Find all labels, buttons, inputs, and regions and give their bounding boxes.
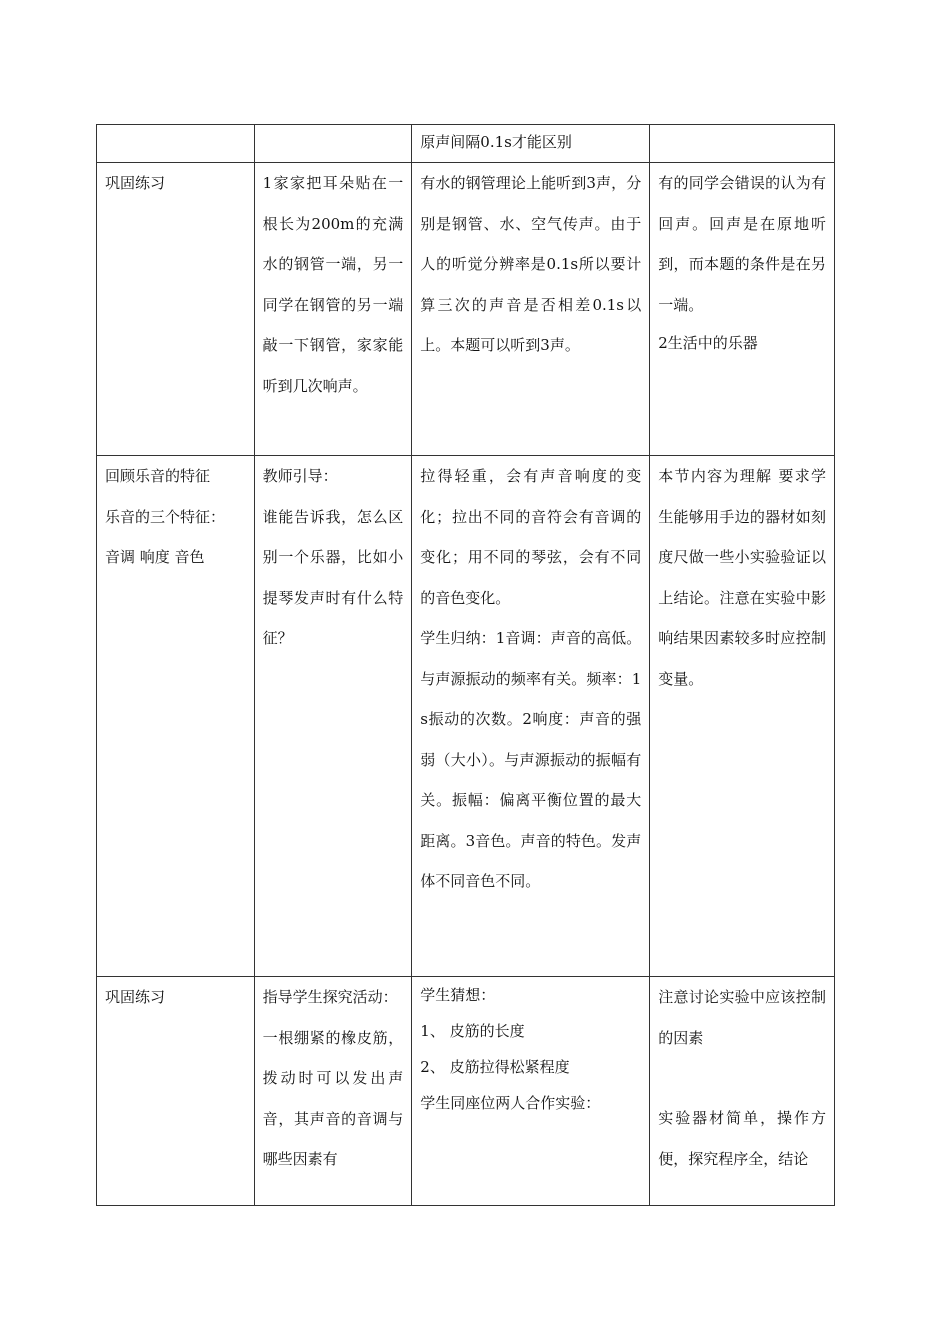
cell-text: 1、 皮筋的长度 <box>420 1022 525 1040</box>
cell-text: 有的同学会错误的认为有回声。回声是在原地听到，而本题的条件是在另一端。 <box>658 174 826 314</box>
section-label: 巩固练习 <box>105 988 166 1006</box>
cell-text: 学生同座位两人合作实验： <box>420 1094 601 1112</box>
cell-text: 乐音的三个特征： <box>105 507 226 526</box>
table-cell <box>412 456 650 977</box>
cell-text: 2生活中的乐器 <box>658 334 758 352</box>
cell-text: 学生归纳：1音调：声音的高低。与声源振动的频率有关。频率：1s振动的次数。2响度：声音的强弱（大小）。与声源振动的振幅有关。振幅：偏离平衡位置的最大距离。3音色。声音的特色。发声体不同音色不同。 <box>420 629 642 890</box>
table-cell <box>254 125 412 163</box>
table-cell <box>650 125 835 163</box>
cell-text: 2、 皮筋拉得松紧程度 <box>420 1058 570 1076</box>
cell-text: 本节内容为理解 要求学生能够用手边的器材如刻度尺做一些小实验验证以上结论。注意在实验中影响结果因素较多时应控制变量。 <box>658 467 826 688</box>
cell-text: 谁能告诉我，怎么区别一个乐器，比如小提琴发声时有什么特征？ <box>262 507 404 647</box>
cell-text: 注意讨论实验中应该控制的因素 <box>658 988 826 1047</box>
table-cell <box>97 163 255 456</box>
table-cell <box>254 456 412 977</box>
table-row <box>97 125 835 163</box>
cell-text: 原声间隔0.1s才能区别 <box>420 133 572 151</box>
table-cell <box>254 163 412 456</box>
table-row <box>97 977 835 1206</box>
table-row <box>97 163 835 456</box>
section-label: 巩固练习 <box>105 174 166 192</box>
table-cell <box>254 977 412 1206</box>
cell-text: 拉得轻重，会有声音响度的变化；拉出不同的音符会有音调的变化；用不同的琴弦，会有不同的音色变化。 <box>420 467 642 607</box>
cell-text: 有水的钢管理论上能听到3声，分别是钢管、水、空气传声。由于人的听觉分辨率是0.1s所以要计算三次的声音是否相差0.1s以上。本题可以听到3声。 <box>420 174 642 354</box>
lesson-plan-table <box>96 124 835 1206</box>
section-label: 回顾乐音的特征 <box>105 467 211 485</box>
table-cell <box>650 163 835 456</box>
cell-text: 实验器材简单，操作方便，探究程序全，结论 <box>658 1109 826 1168</box>
table-cell <box>97 456 255 977</box>
cell-text: 1家家把耳朵贴在一根长为200m的充满水的钢管一端，另一同学在钢管的另一端敲一下钢管，家家能听到几次响声。 <box>262 174 404 395</box>
table-cell <box>412 163 650 456</box>
cell-text: 学生猜想： <box>420 986 496 1004</box>
cell-text: 一根绷紧的橡皮筋，拨动时可以发出声音，其声音的音调与哪些因素有 <box>262 1028 404 1168</box>
table-cell <box>650 977 835 1206</box>
table-cell <box>97 977 255 1206</box>
table-cell <box>650 456 835 977</box>
cell-text: 音调 响度 音色 <box>105 548 205 566</box>
table-row <box>97 456 835 977</box>
table-cell <box>412 125 650 163</box>
spacer <box>658 1058 826 1098</box>
table-cell <box>97 125 255 163</box>
table-cell <box>412 977 650 1206</box>
cell-text: 教师引导： <box>262 467 338 485</box>
cell-text: 指导学生探究活动： <box>262 988 398 1006</box>
